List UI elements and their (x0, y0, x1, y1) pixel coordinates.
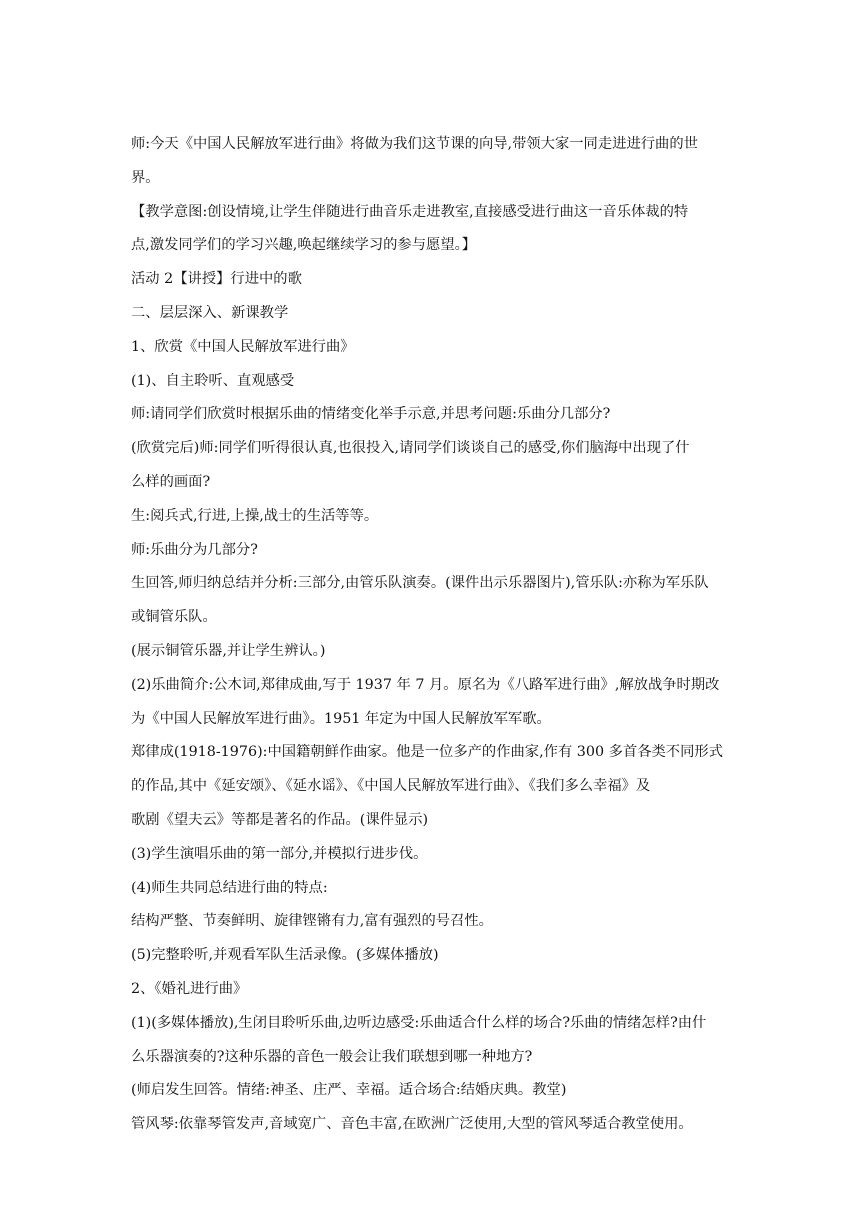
text-line: 界。 (131, 169, 160, 186)
text-line: 或铜管乐队。 (131, 609, 217, 626)
text-line: 的作品,其中《延安颂》、《延水谣》、《中国人民解放军进行曲》、《我们多么幸福》及 (131, 778, 651, 795)
text-line: 师:乐曲分为几部分? (131, 541, 258, 558)
subsection-heading: 2、《婚礼进行曲》 (131, 980, 248, 997)
text-line: (2)乐曲简介:公木词,郑律成曲,写于 1937 年 7 月。原名为《八路军进行曲》,解放战争时期改 (131, 676, 720, 693)
section-heading: 二、层层深入、新课教学 (131, 304, 289, 321)
text-line: (4)师生共同总结进行曲的特点: (131, 879, 328, 896)
text-line: (展示铜管乐器,并让学生辨认。) (131, 642, 326, 659)
text-line: (5)完整聆听,并观看军队生活录像。(多媒体播放) (131, 947, 439, 964)
text-line: 师:今天《中国人民解放军进行曲》将做为我们这节课的向导,带领大家一同走进进行曲的世 (131, 136, 698, 152)
text-line: (1)(多媒体播放),生闭目聆听乐曲,边听边感受:乐曲适合什么样的场合?乐曲的情绪怎样?由什 (131, 1014, 707, 1031)
document-body (131, 128, 734, 1142)
text-line: 生回答,师归纳总结并分析:三部分,由管乐队演奏。(课件出示乐器图片),管乐队:亦称为军乐队 (131, 575, 709, 592)
text-line: 么样的画面? (131, 473, 211, 490)
text-line: 师:请同学们欣赏时根据乐曲的情绪变化举手示意,并思考问题:乐曲分几部分? (131, 406, 611, 423)
text-line: (1)、自主聆听、直观感受 (131, 372, 295, 389)
text-line: 为《中国人民解放军进行曲》。1951 年定为中国人民解放军军歌。 (131, 710, 551, 727)
text-line: 结构严整、节奏鲜明、旋律铿锵有力,富有强烈的号召性。 (131, 913, 493, 930)
text-line: 歌剧《望夫云》等都是著名的作品。(课件显示) (131, 811, 429, 828)
text-line: (师启发生回答。情绪:神圣、庄严、幸福。适合场合:结婚庆典。教堂) (131, 1082, 567, 1099)
text-line: 么乐器演奏的?这种乐器的音色一般会让我们联想到哪一种地方? (131, 1048, 533, 1065)
text-line: 郑律成(1918-1976):中国籍朝鲜作曲家。他是一位多产的作曲家,作有 300 多首各类不同形式 (131, 744, 723, 761)
text-line: 点,激发同学们的学习兴趣,唤起继续学习的参与愿望。】 (131, 237, 477, 254)
text-line: (3)学生演唱乐曲的第一部分,并模拟行进步伐。 (131, 845, 428, 862)
text-line: 【教学意图:创设情境,让学生伴随进行曲音乐走进教室,直接感受进行曲这一音乐体裁的特 (131, 203, 689, 220)
text-line: 管风琴:依靠琴管发声,音域宽广、音色丰富,在欧洲广泛使用,大型的管风琴适合教堂使用。 (131, 1116, 693, 1133)
subsection-heading: 1、欣赏《中国人民解放军进行曲》 (131, 338, 355, 355)
text-line: (欣赏完后)师:同学们听得很认真,也很投入,请同学们谈谈自己的感受,你们脑海中出现了什 (131, 440, 690, 457)
text-line: 生:阅兵式,行进,上操,战士的生活等等。 (131, 507, 379, 524)
text-line: 活动 2【讲授】行进中的歌 (131, 271, 302, 288)
